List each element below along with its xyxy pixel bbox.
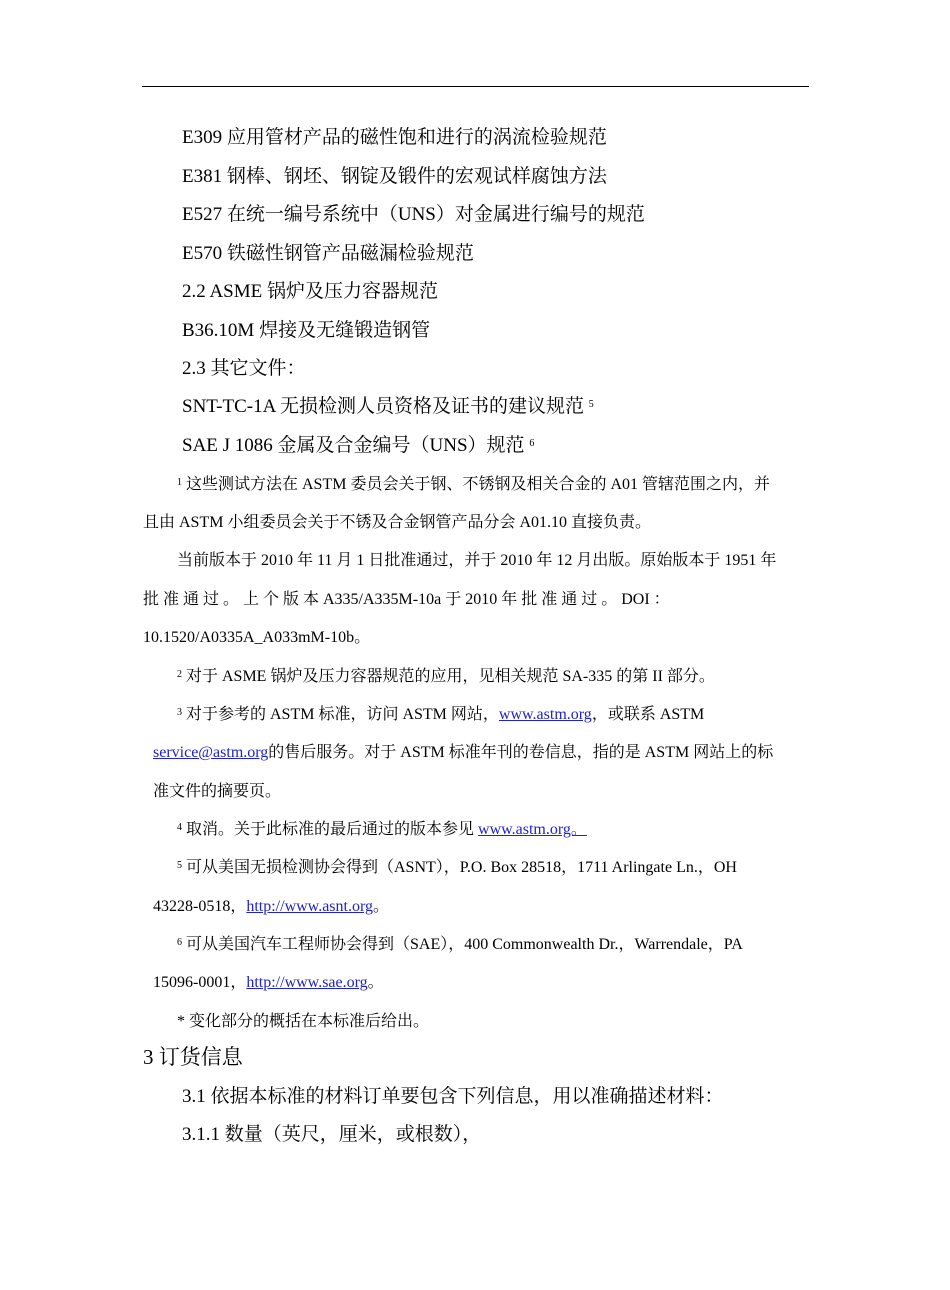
astm-link-2[interactable]: www.astm.org。: [478, 821, 587, 838]
version-line2: 批 准 通 过 。 上 个 版 本 A335/A335M-10a 于 2010 年 批 准 通 过 。 DOI ：: [143, 591, 670, 608]
ref-asme: 2.2 ASME 锅炉及压力容器规范: [182, 281, 438, 302]
ref-sae: [182, 434, 534, 458]
sae-link[interactable]: http://www.sae.org: [246, 974, 368, 991]
ref-e381: E381 钢棒、钢坯、钢锭及锻件的宏观试样腐蚀方法: [182, 166, 607, 187]
footnote-6-post2: 。: [367, 974, 384, 991]
footnote-5-line2: [153, 896, 389, 918]
footnote-6-line1: [177, 934, 743, 956]
ref-other-docs: 2.3 其它文件：: [182, 358, 306, 379]
ref-e309: E309 应用管材产品的磁性饱和进行的涡流检验规范: [182, 127, 607, 148]
header-rule: [142, 86, 809, 87]
footnote-6-pre2: 15096-0001，: [153, 974, 247, 991]
footnote-3-line3: 准文件的摘要页。: [153, 783, 282, 800]
ref-e570: E570 铁磁性钢管产品磁漏检验规范: [182, 243, 474, 264]
section-3-1: 3.1 依据本标准的材料订单要包含下列信息，用以准确描述材料：: [182, 1086, 724, 1107]
footnote-1-text1: 这些测试方法在 ASTM 委员会关于钢、不锈钢及相关合金的 A01 管辖范围之内，并: [186, 476, 771, 493]
footnote-2: [177, 666, 715, 688]
ref-e527: E527 在统一编号系统中（UNS）对金属进行编号的规范: [182, 204, 645, 225]
footnote-2-text: 对于 ASME 锅炉及压力容器规范的应用，见相关规范 SA-335 的第 II 部分。: [186, 668, 715, 685]
ref-snt-text: SNT-TC-1A 无损检测人员资格及证书的建议规范: [182, 396, 585, 417]
astm-link[interactable]: www.astm.org: [498, 706, 592, 723]
footnote-3-line1: [177, 704, 704, 726]
version-line3: 10.1520/A0335A_A033mM-10b。: [143, 629, 371, 646]
ref-sae-sup: 6: [529, 438, 535, 449]
footnote-4: [177, 819, 587, 841]
asnt-link[interactable]: http://www.asnt.org: [246, 898, 374, 915]
footnote-1-line1: [177, 474, 770, 496]
version-line1: 当前版本于 2010 年 11 月 1 日批准通过，并于 2010 年 12 月出版。原始版本于 1951 年: [177, 552, 777, 569]
footnote-1-sup: 1: [177, 477, 182, 488]
footnote-3-line2: [153, 742, 773, 764]
footnote-5-post2: 。: [373, 898, 390, 915]
footnote-5-pre2: 43228-0518，: [153, 898, 247, 915]
ref-b36: B36.10M 焊接及无缝锻造钢管: [182, 320, 431, 341]
service-email-link[interactable]: service@astm.org: [153, 744, 269, 761]
footnote-6-sup: 6: [177, 937, 182, 948]
footnote-4-pre: 取消。关于此标准的最后通过的版本参见: [186, 821, 479, 838]
changes-note: * 变化部分的概括在本标准后给出。: [177, 1013, 430, 1030]
footnote-2-sup: 2: [177, 669, 182, 680]
section-3-heading: 3 订货信息: [143, 1045, 243, 1069]
section-3-1-1: 3.1.1 数量（英尺，厘米，或根数），: [182, 1124, 482, 1145]
footnote-5-text1: 可从美国无损检测协会得到（ASNT），P.O. Box 28518，1711 Arlingate Ln.，OH: [186, 859, 737, 876]
footnote-3-post: ，或联系 ASTM: [591, 706, 705, 723]
footnote-6-line2: [153, 972, 384, 994]
footnote-6-text1: 可从美国汽车工程师协会得到（SAE），400 Commonwealth Dr.，Warrendale，PA: [186, 936, 743, 953]
ref-snt: [182, 395, 594, 419]
footnote-3-pre: 对于参考的 ASTM 标准，访问 ASTM 网站，: [186, 706, 499, 723]
footnote-3-line2-rest: 的售后服务。对于 ASTM 标准年刊的卷信息，指的是 ASTM 网站上的标: [268, 744, 774, 761]
footnote-5-sup: 5: [177, 860, 182, 871]
footnote-1-line2: 且由 ASTM 小组委员会关于不锈及合金钢管产品分会 A01.10 直接负责。: [143, 514, 652, 531]
footnote-5-line1: [177, 857, 737, 879]
ref-snt-sup: 5: [588, 399, 594, 410]
ref-sae-text: SAE J 1086 金属及合金编号（UNS）规范: [182, 435, 525, 456]
footnote-3-sup: 3: [177, 707, 182, 718]
footnote-4-sup: 4: [177, 822, 182, 833]
